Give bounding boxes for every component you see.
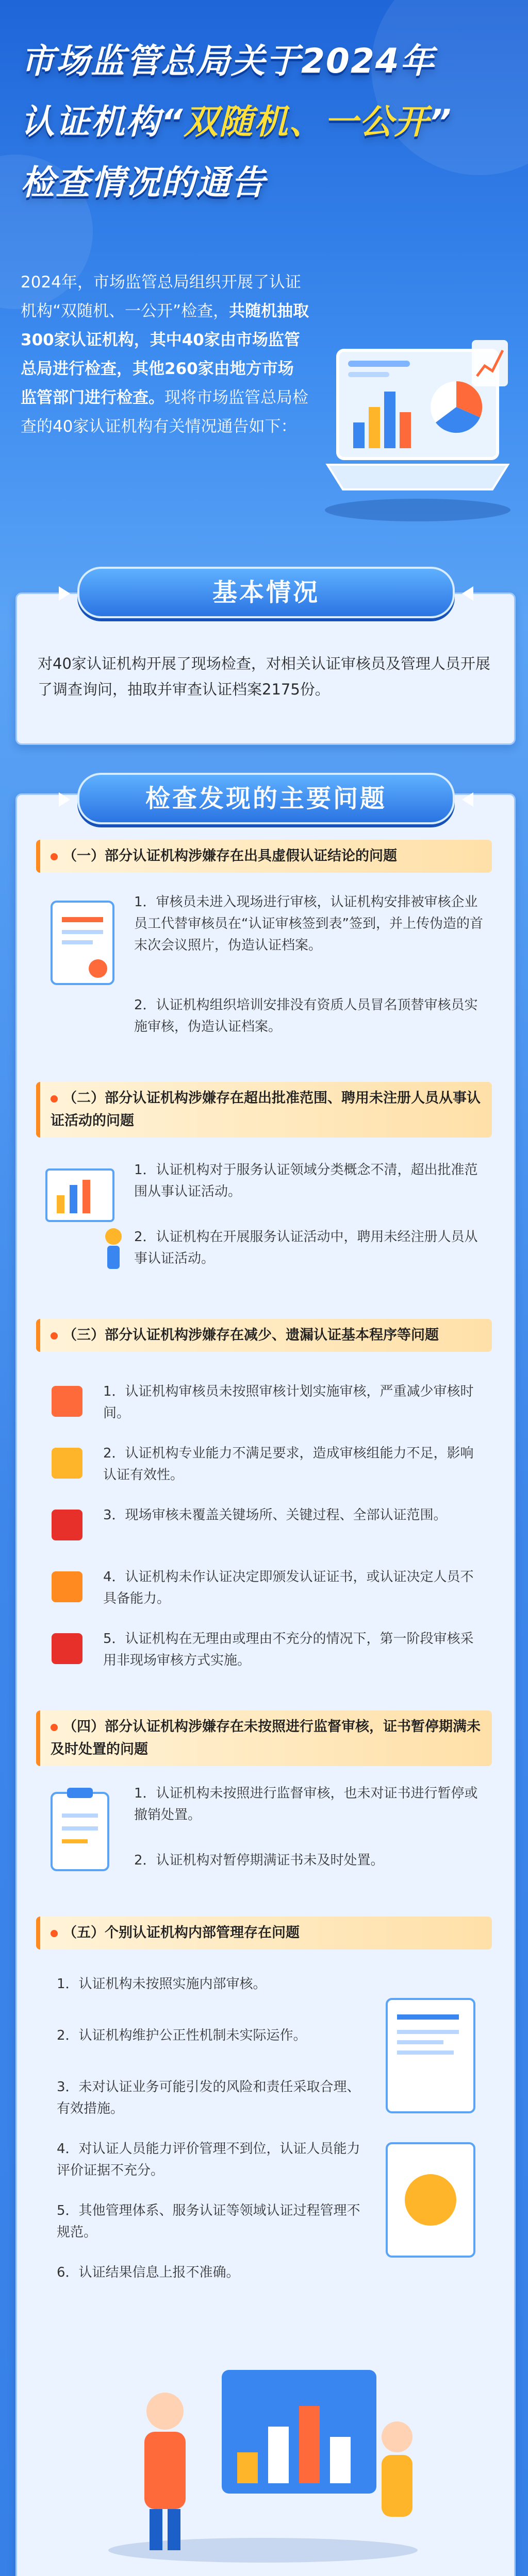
bullet-icon [51, 853, 58, 860]
section-title: 基本情况 [212, 578, 320, 607]
section-heading-basic [77, 567, 455, 618]
finding-group-2-title [36, 1082, 492, 1138]
title-line-2a: 认证机构“ [21, 102, 184, 142]
finding-2-item-1: 1．认证机构对于服务认证领域分类概念不清，超出批准范围从事认证活动。 [134, 1162, 478, 1199]
finding-3-item-4: 4．认证机构未作认证决定即颁发认证证书，或认证决定人员不具备能力。 [103, 1569, 474, 1606]
group-title-text: （三）部分认证机构涉嫌存在减少、遗漏认证基本程序等问题 [63, 1327, 439, 1343]
finding-group-5-title [36, 1917, 492, 1950]
finding-group-1-title [36, 840, 492, 873]
finding-3-item-5: 5．认证机构在无理由或理由不充分的情况下，第一阶段审核采用非现场审核方式实施。 [103, 1631, 474, 1668]
section-heading-findings [77, 773, 455, 824]
group-title-text: （二）部分认证机构涉嫌存在超出批准范围、聘用未注册人员从事认证活动的问题 [51, 1090, 481, 1129]
group-title-text: （四）部分认证机构涉嫌存在未按照进行监督审核，证书暂停期满未及时处置的问题 [51, 1719, 481, 1757]
clipboard-icon [41, 1783, 129, 1886]
finding-4-item-2: 2．认证机构对暂停期满证书未及时处置。 [134, 1853, 384, 1868]
presentation-icon [41, 1159, 129, 1273]
page-title [21, 31, 516, 213]
finding-3-item-2: 2．认证机构专业能力不满足要求，造成审核组能力不足，影响认证有效性。 [103, 1446, 474, 1483]
intro-text: 2024年，市场监管总局组织开展了认证机构“双随机、一公开”检查， [21, 273, 301, 320]
header-banner [0, 0, 528, 587]
team-chart-illustration [88, 2349, 438, 2566]
arrow-right-icon [462, 792, 473, 807]
finding-3-item-1: 1．认证机构审核员未按照审核计划实施审核，严重减少审核时间。 [103, 1384, 474, 1421]
bullet-icon [51, 1095, 58, 1103]
finding-5-item-2: 2．认证机构维护公正性机制未实际运作。 [57, 2028, 307, 2043]
bullet-icon [51, 1930, 58, 1937]
section-title: 检查发现的主要问题 [145, 784, 387, 813]
finding-1-item-2: 2．认证机构组织培训安排没有资质人员冒名顶替审核员实施审核，伪造认证档案。 [134, 997, 478, 1035]
finding-5-item-5: 5．其他管理体系、服务认证等领域认证过程管理不规范。 [57, 2203, 360, 2240]
finding-1-item-1: 1．审核员未进入现场进行审核，认证机构安排被审核企业员工代替审核员在“认证审核签到表”签到，并上传伪造的首末次会议照片，伪造认证档案。 [134, 894, 483, 953]
title-highlight: 双随机、一公开 [184, 102, 430, 142]
finding-group-3-title [36, 1319, 492, 1352]
arrow-right-icon [462, 586, 473, 601]
document-stack-illustration [376, 1989, 490, 2277]
finding-5-item-4: 4．对认证人员能力评价管理不到位，认证人员能力评价证据不充分。 [57, 2141, 360, 2178]
title-line-2b: ” [429, 102, 453, 142]
bullet-icon [51, 1332, 58, 1340]
finding-2-item-2: 2．认证机构在开展服务认证活动中，聘用未经注册人员从事认证活动。 [134, 1229, 478, 1266]
intro-paragraph [21, 268, 309, 441]
finding-3-item-3: 3．现场审核未覆盖关键场所、关键过程、全部认证范围。 [103, 1507, 447, 1523]
finding-5-item-3: 3．未对认证业务可能引发的风险和责任采取合理、有效措施。 [57, 2079, 360, 2116]
certificate-icon [41, 891, 129, 1025]
basic-situation-text: 对40家认证机构开展了现场检查，对相关认证审核员及管理人员开展了调查询问，抽取并审查认证档案2175份。 [38, 655, 490, 698]
finding-5-item-6: 6．认证结果信息上报不准确。 [57, 2265, 240, 2280]
finding-group-4-title [36, 1710, 492, 1766]
step-icons-column [46, 1381, 93, 1690]
group-title-text: （五）个别认证机构内部管理存在问题 [63, 1925, 300, 1941]
title-line-1: 市场监管总局关于2024年 [21, 41, 435, 81]
arrow-left-icon [59, 586, 70, 601]
arrow-left-icon [59, 792, 70, 807]
intro-bold-text: 共随机抽取300家认证机构，其中40家由市场监管总局进行检查，其他260家由地方市场监管部门进行检查。 [21, 302, 309, 407]
bullet-icon [51, 1724, 58, 1731]
intro-tail-text: 现将市场监管总局检查的40家认证机构有关情况通告如下： [21, 388, 308, 436]
finding-5-item-1: 1．认证机构未按照实施内部审核。 [57, 1976, 267, 1992]
laptop-chart-illustration [317, 330, 518, 526]
group-title-text: （一）部分认证机构涉嫌存在出具虚假认证结论的问题 [63, 848, 397, 864]
title-line-3: 检查情况的通告 [21, 163, 266, 202]
finding-4-item-1: 1．认证机构未按照进行监督审核，也未对证书进行暂停或撤销处置。 [134, 1786, 478, 1823]
